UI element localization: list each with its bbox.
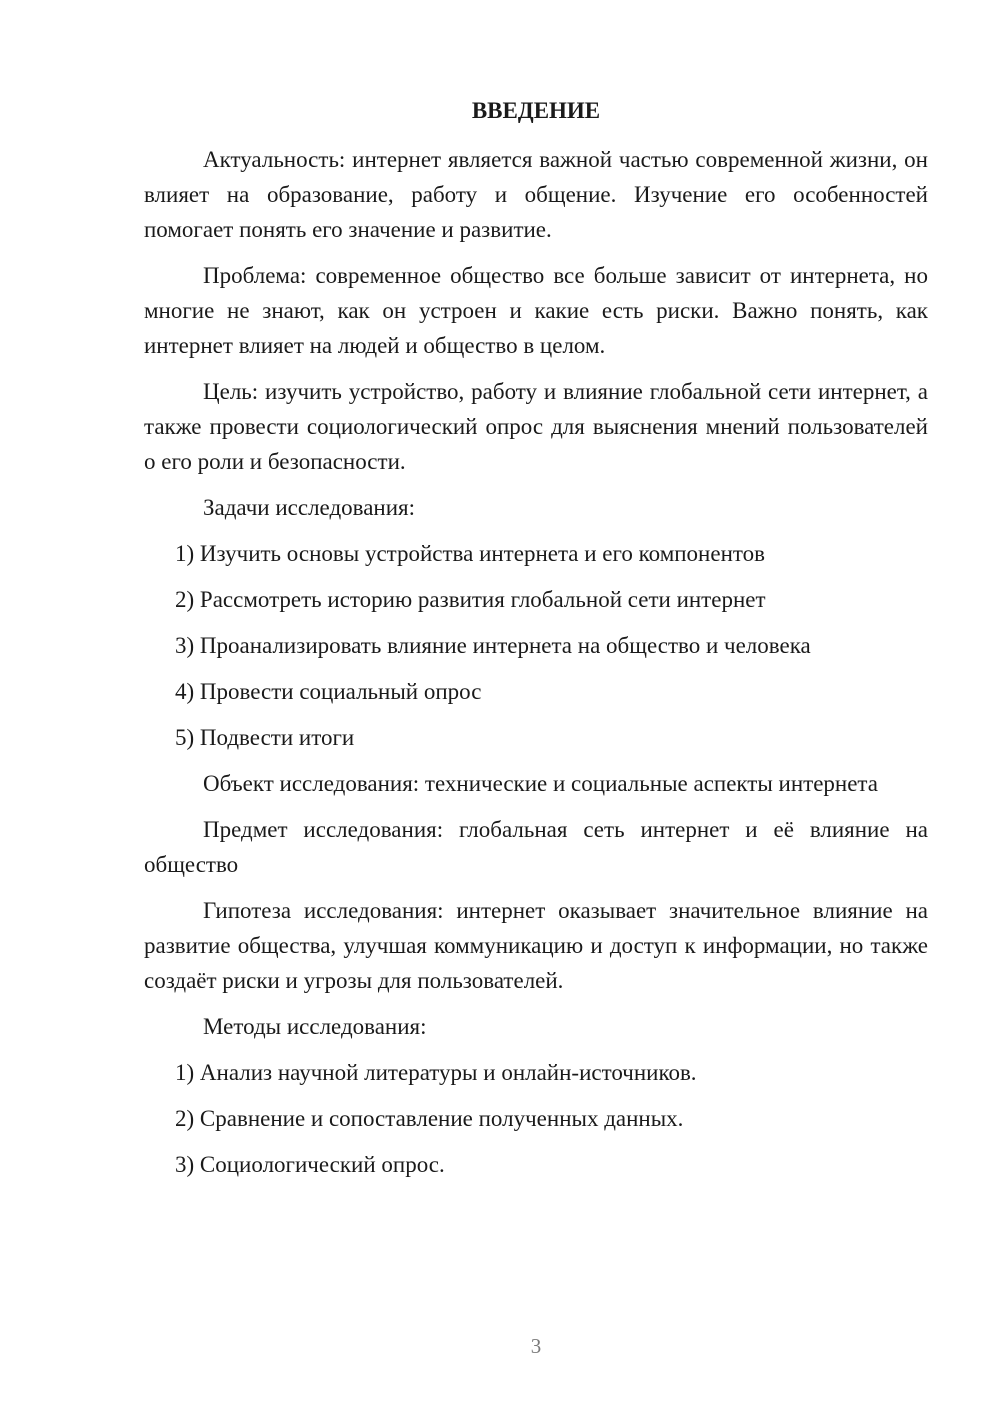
tasks-heading: Задачи исследования: — [203, 495, 416, 520]
list-item: 4) Провести социальный опрос — [175, 679, 482, 704]
list-item: 5) Подвести итоги — [175, 725, 355, 750]
page-title: ВВЕДЕНИЕ — [471, 98, 601, 123]
body-text — [144, 142, 928, 1193]
tasks-list — [144, 536, 928, 755]
relevance-paragraph: Актуальность: интернет является важной частью современной жизни, он влияет на образование, работу и общение. Изучение его особенностей помогает понять его значение и развитие. — [144, 147, 928, 242]
list-item: 3) Социологический опрос. — [175, 1152, 445, 1177]
list-item: 1) Анализ научной литературы и онлайн-источников. — [175, 1060, 697, 1085]
list-item: 2) Рассмотреть историю развития глобальной сети интернет — [175, 587, 766, 612]
problem-paragraph: Проблема: современное общество все больше зависит от интернета, но многие не знают, как он устроен и какие есть риски. Важно понять, как интернет влияет на людей и общество в целом. — [144, 263, 928, 358]
page-number: 3 — [530, 1334, 542, 1358]
list-item: 1) Изучить основы устройства интернета и его компонентов — [175, 541, 765, 566]
goal-paragraph: Цель: изучить устройство, работу и влияние глобальной сети интернет, а также провести социологический опрос для выяснения мнений пользователей о его роли и безопасности. — [144, 379, 928, 474]
methods-heading: Методы исследования: — [203, 1014, 427, 1039]
hypothesis-paragraph: Гипотеза исследования: интернет оказывает значительное влияние на развитие общества, улучшая коммуникацию и доступ к информации, но также создаёт риски и угрозы для пользователей. — [144, 898, 928, 993]
list-item: 3) Проанализировать влияние интернета на общество и человека — [175, 633, 811, 658]
object-paragraph: Объект исследования: технические и социальные аспекты интернета — [203, 771, 878, 796]
methods-list — [144, 1055, 928, 1182]
subject-paragraph: Предмет исследования: глобальная сеть интернет и её влияние на общество — [144, 817, 928, 877]
list-item: 2) Сравнение и сопоставление полученных данных. — [175, 1106, 684, 1131]
